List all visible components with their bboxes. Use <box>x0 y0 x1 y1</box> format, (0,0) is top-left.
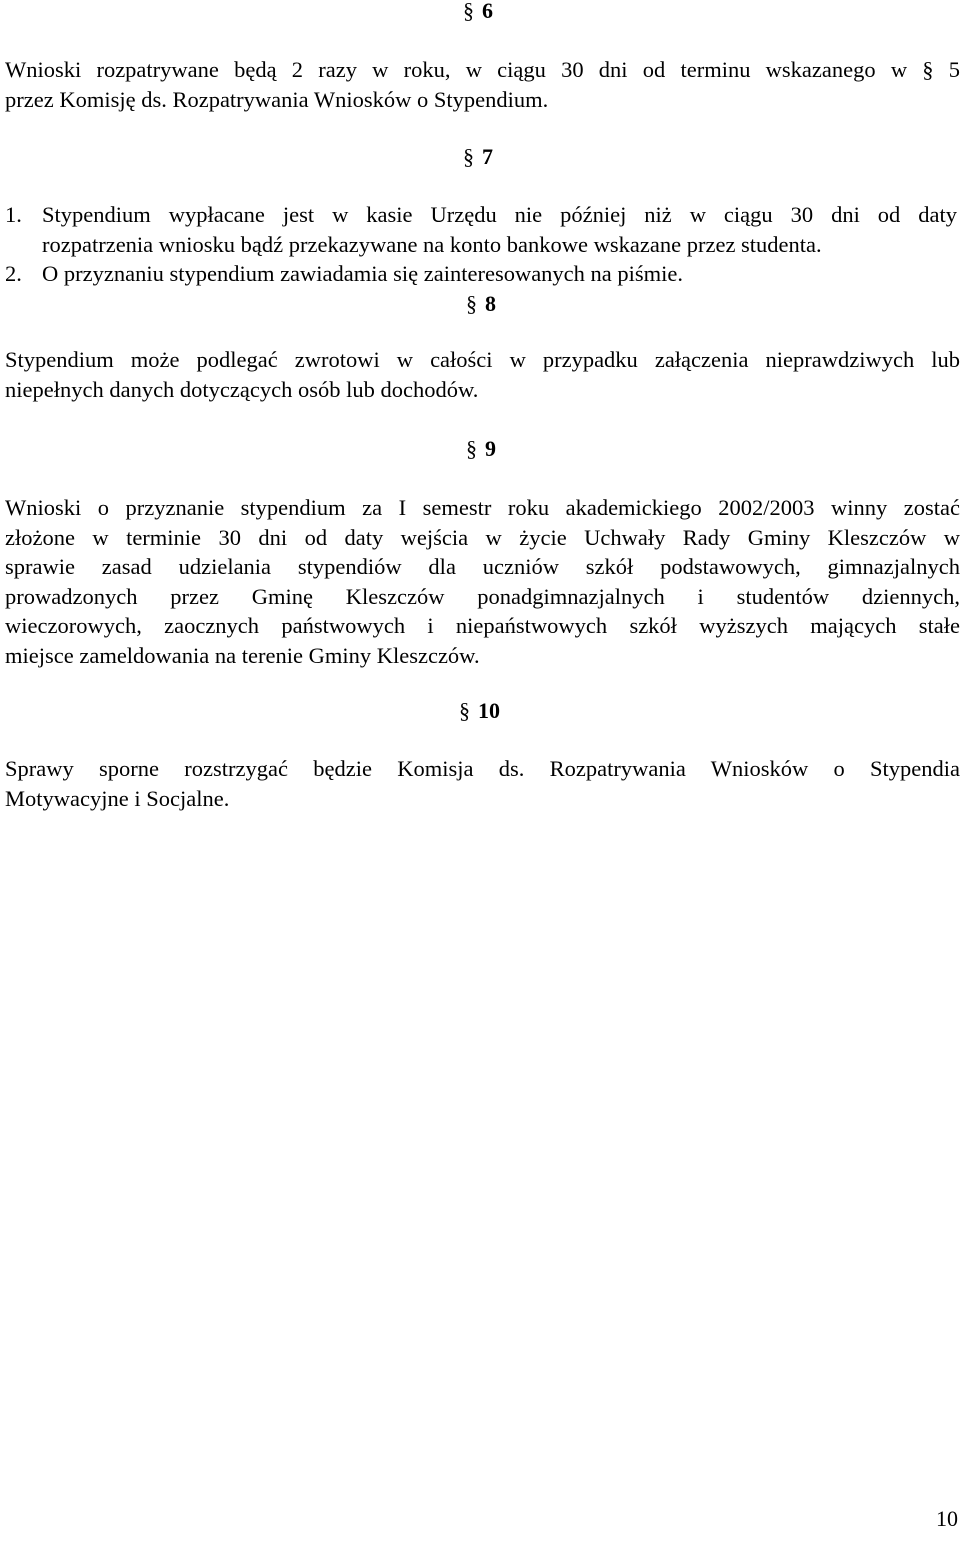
paragraph-line: niepełnych danych dotyczących osób lub dochodów. <box>5 376 479 402</box>
section-number: 9 <box>485 436 496 461</box>
list-item-line: rozpatrzenia wniosku bądź przekazywane na konto bankowe wskazane przez studenta. <box>42 231 822 257</box>
list-item-1 <box>0 200 960 260</box>
paragraph-line: Motywacyjne i Socjalne. <box>5 785 230 811</box>
paragraph-line: sprawie zasad udzielania stypendiów dla uczniów szkół podstawowych, gimnazjalnych <box>5 554 960 579</box>
paragraph-line: wieczorowych, zaocznych państwowych i niepaństwowych szkół wyższych mających stałe <box>5 613 960 638</box>
section-sign: § <box>466 436 477 461</box>
section-sign: § <box>463 0 474 23</box>
section-sign: § <box>463 144 474 169</box>
section-number: 10 <box>478 698 500 723</box>
list-item-number: 2. <box>5 261 22 286</box>
paragraph-line: Wnioski o przyznanie stypendium za I semestr roku akademickiego 2002/2003 winny zostać <box>5 495 960 520</box>
paragraph-line: Sprawy sporne rozstrzygać będzie Komisja ds. Rozpatrywania Wniosków o Stypendia <box>5 756 960 781</box>
list-item-line: O przyznaniu stypendium zawiadamia się zainteresowanych na piśmie. <box>42 261 684 286</box>
paragraph-10 <box>5 754 960 813</box>
section-number: 6 <box>482 0 493 23</box>
paragraph-line: złożone w terminie 30 dni od daty wejścia w życie Uchwały Rady Gminy Kleszczów w <box>5 524 960 550</box>
paragraph-line: Wnioski rozpatrywane będą 2 razy w roku, w ciągu 30 dni od terminu wskazanego w § 5 <box>5 57 960 82</box>
list-item-text <box>42 200 957 259</box>
section-heading-6 <box>463 0 493 24</box>
list-item-number: 1. <box>5 202 22 227</box>
section-heading-8 <box>466 291 496 317</box>
page-number: 10 <box>936 1506 958 1531</box>
list-item-2 <box>0 259 960 289</box>
paragraph-line: Stypendium może podlegać zwrotowi w całości w przypadku załączenia nieprawdziwych lub <box>5 347 960 372</box>
list-item-line: Stypendium wypłacane jest w kasie Urzędu nie później niż w ciągu 30 dni od daty <box>42 202 957 227</box>
section-sign: § <box>466 291 477 316</box>
paragraph-line: przez Komisję ds. Rozpatrywania Wniosków o Stypendium. <box>5 86 549 112</box>
section-number: 7 <box>482 144 493 169</box>
section-heading-10 <box>459 698 500 724</box>
paragraph-line: prowadzonych przez Gminę Kleszczów ponadgimnazjalnych i studentów dziennych, <box>5 583 960 609</box>
paragraph-6 <box>5 55 960 114</box>
section-heading-7 <box>463 144 493 170</box>
section-number: 8 <box>485 291 496 316</box>
paragraph-line: miejsce zameldowania na terenie Gminy Kleszczów. <box>5 642 480 668</box>
section-sign: § <box>459 698 470 723</box>
paragraph-8 <box>5 345 960 404</box>
paragraph-9 <box>5 493 960 670</box>
section-heading-9 <box>466 436 496 462</box>
